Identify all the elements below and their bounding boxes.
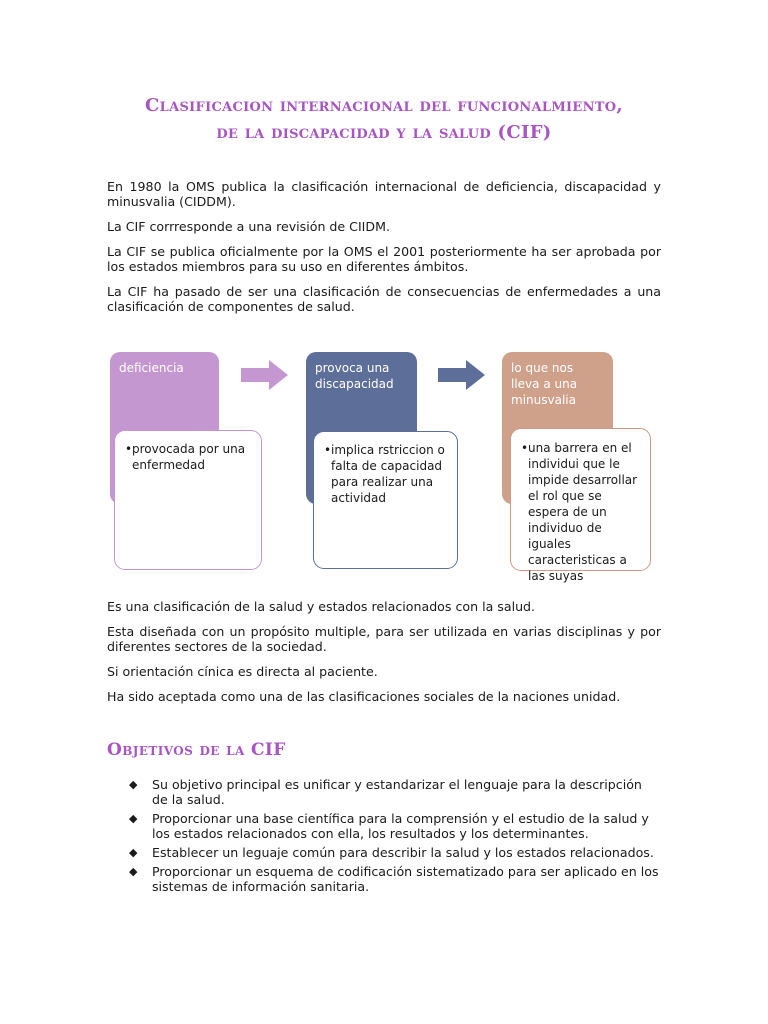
intro-paragraph-1: En 1980 la OMS publica la clasificación internacional de deficiencia, discapacidad y minusvalia (CIDDM). xyxy=(107,179,661,209)
minusvalia-heading: lo que nos lleva a una minusvalia xyxy=(511,361,578,407)
objectives-heading: Objetivos de la CIF xyxy=(107,740,286,760)
arrow-right-icon xyxy=(438,360,486,390)
page-title xyxy=(60,92,708,146)
discapacidad-detail-box xyxy=(313,431,458,569)
page-title-line-1: Clasificacion internacional del funcionalmiento, xyxy=(145,95,623,116)
objective-text: Su objetivo principal es unificar y estandarizar el lenguaje para la descripción de la salud. xyxy=(152,777,642,807)
intro-paragraph-2: La CIF corrresponde a una revisión de CIIDM. xyxy=(107,219,390,234)
minusvalia-detail: • una barrera en el individui que le impide desarrollar el rol que se espera de un individuo de iguales caracteristicas a las suyas xyxy=(521,440,642,584)
objective-text: Proporcionar una base científica para la comprensión y el estudio de la salud y los estados relacionados con ella, los resultados y los determinantes. xyxy=(152,811,649,841)
discapacidad-heading: provoca una discapacidad xyxy=(315,361,394,391)
discapacidad-detail: • implica rstriccion o falta de capacidad para realizar una actividad xyxy=(324,442,449,506)
diamond-bullet-icon: ◆ xyxy=(129,812,138,825)
diamond-bullet-icon: ◆ xyxy=(129,865,138,878)
list-item xyxy=(107,777,661,807)
deficiencia-detail-box xyxy=(114,430,262,570)
diamond-bullet-icon: ◆ xyxy=(129,778,138,791)
objective-text: Proporcionar un esquema de codificación sistematizado para ser aplicado en los sistemas de información sanitaria. xyxy=(152,864,659,894)
body-paragraph-2: Esta diseñada con un propósito multiple, para ser utilizada en varias disciplinas y por diferentes sectores de la sociedad. xyxy=(107,624,661,654)
deficiencia-detail: • provocada por una enfermedad xyxy=(125,441,253,473)
objectives-list xyxy=(107,777,661,898)
arrow-right-shape xyxy=(241,360,288,390)
minusvalia-detail-box xyxy=(510,428,651,583)
body-paragraph-1: Es una clasificación de la salud y estados relacionados con la salud. xyxy=(107,599,536,614)
intro-paragraph-4: La CIF ha pasado de ser una clasificación de consecuencias de enfermedades a una clasificación de componentes de salud. xyxy=(107,284,661,314)
page-title-line-2: de la discapacidad y la salud (CIF) xyxy=(216,122,552,143)
list-item xyxy=(107,811,661,841)
arrow-right-icon xyxy=(241,360,289,390)
body-paragraph-4: Ha sido aceptada como una de las clasificaciones sociales de la naciones unidad. xyxy=(107,689,621,704)
deficiencia-heading: deficiencia xyxy=(119,361,184,375)
intro-paragraph-3: La CIF se publica oficialmente por la OMS el 2001 posteriormente ha ser aprobada por los estados miembros para su uso en diferentes ámbitos. xyxy=(107,244,661,274)
list-item xyxy=(107,845,661,860)
objective-text: Establecer un leguaje común para describir la salud y los estados relacionados. xyxy=(152,845,654,860)
body-paragraph-3: Si orientación cínica es directa al paciente. xyxy=(107,664,378,679)
arrow-right-shape xyxy=(438,360,485,390)
list-item xyxy=(107,864,661,894)
diamond-bullet-icon: ◆ xyxy=(129,846,138,859)
